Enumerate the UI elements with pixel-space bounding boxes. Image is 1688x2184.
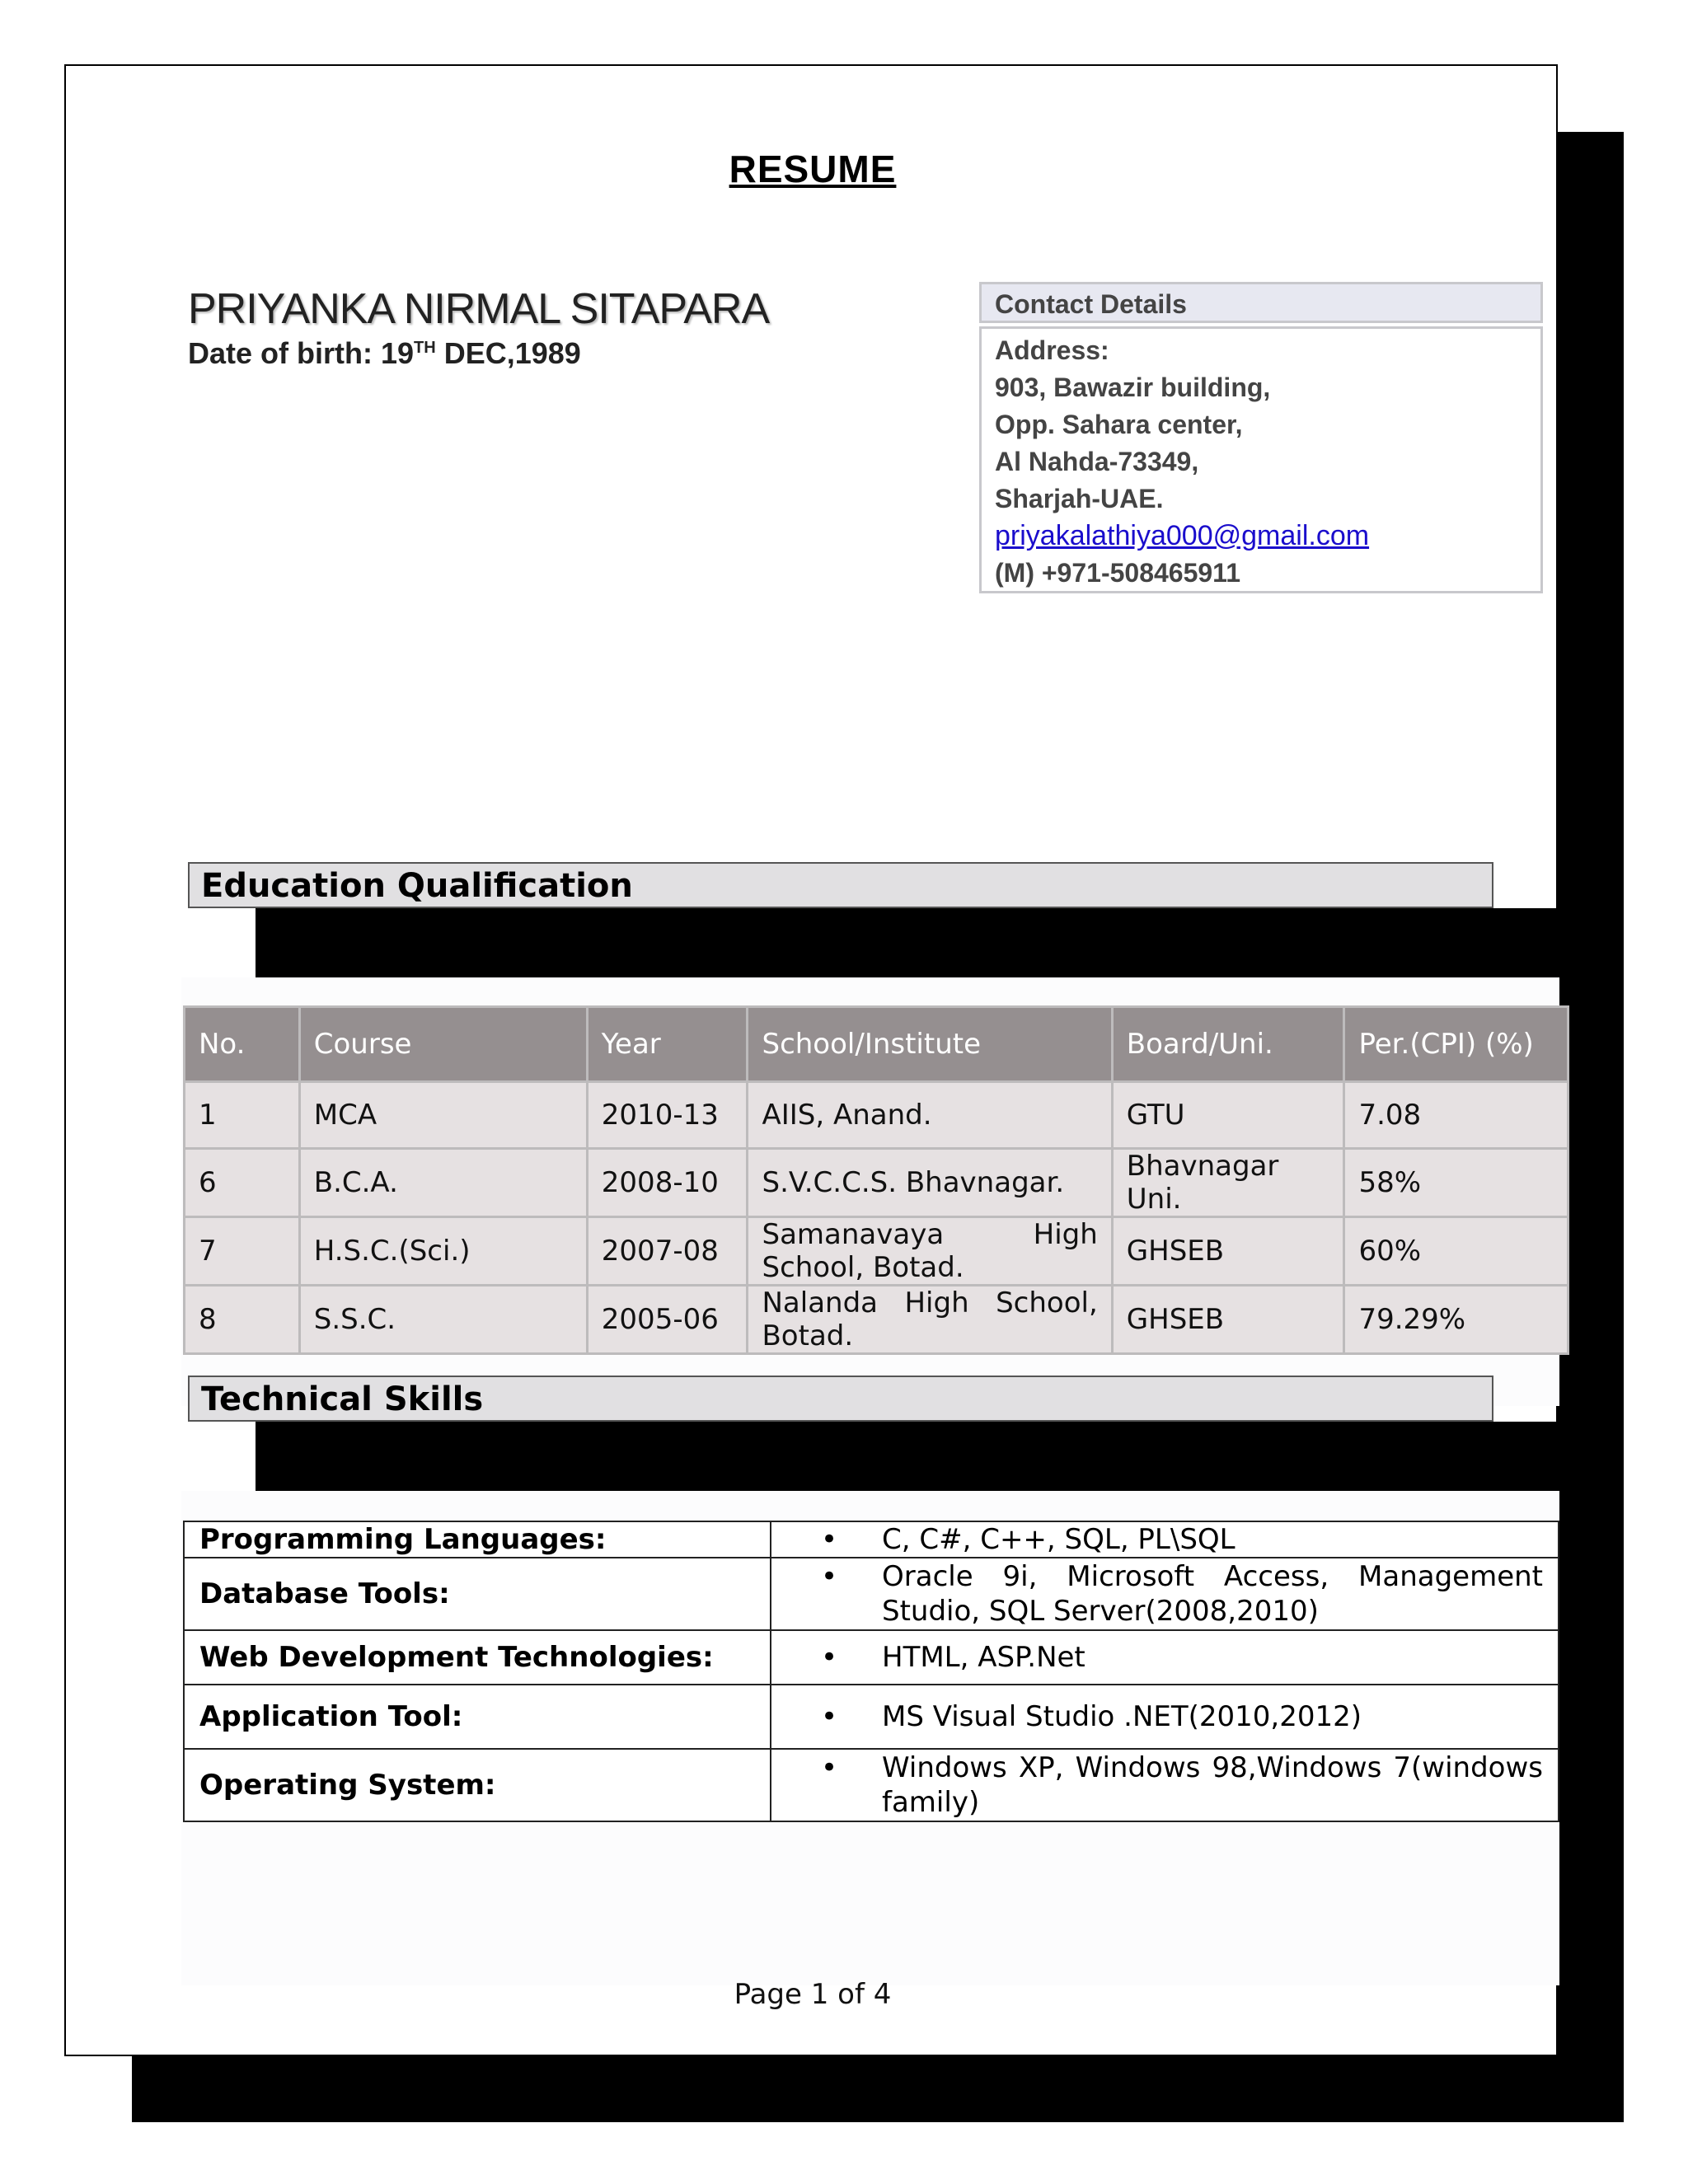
column-header: No. [185,1007,300,1082]
skill-label: Database Tools: [184,1558,771,1630]
table-cell: 7 [185,1217,300,1286]
table-row [185,1286,1568,1354]
table-row [185,1082,1568,1149]
table-cell: AIIS, Anand. [748,1082,1112,1149]
table-header-row [185,1007,1568,1082]
skill-value-cell [771,1749,1559,1821]
column-header: Per.(CPI) (%) [1344,1007,1568,1082]
skill-value-cell [771,1630,1559,1685]
contact-details-heading: Contact Details [979,282,1543,323]
table-cell: GHSEB [1112,1217,1344,1286]
table-cell: 60% [1344,1217,1568,1286]
table-cell: 79.29% [1344,1286,1568,1354]
document-title: RESUME [729,148,897,190]
dob-rest: DEC,1989 [435,336,581,370]
table-cell: H.S.C.(Sci.) [299,1217,587,1286]
candidate-name: PRIYANKA NIRMAL SITAPARA [188,285,770,333]
table-cell: Samanavaya High School, Botad. [748,1217,1112,1286]
table-cell: 2008-10 [587,1149,748,1217]
address-label: Address: [995,335,1109,365]
skill-value: • MS Visual Studio .NET(2010,2012) [821,1699,1543,1734]
table-cell: GTU [1112,1082,1344,1149]
skill-value-cell [771,1521,1559,1558]
table-row [184,1749,1559,1821]
skill-value-cell [771,1685,1559,1749]
technical-skills-heading: Technical Skills [188,1376,1493,1422]
table-cell: 2005-06 [587,1286,748,1354]
email-link[interactable]: priyakalathiya000@gmail.com [995,520,1370,551]
date-of-birth [188,336,581,371]
table-cell: 6 [185,1149,300,1217]
contact-details-box [979,326,1543,593]
table-row [184,1521,1559,1558]
education-heading-shadow [256,908,1559,977]
resume-page [64,64,1558,2056]
address-line: 903, Bawazir building, [995,373,1271,402]
table-cell: Bhavnagar Uni. [1112,1149,1344,1217]
table-cell: 2007-08 [587,1217,748,1286]
table-cell: 58% [1344,1149,1568,1217]
education-table [183,1005,1569,1355]
table-row [184,1685,1559,1749]
skill-value: • HTML, ASP.Net [821,1640,1543,1675]
table-row [185,1217,1568,1286]
skill-value: • Oracle 9i, Microsoft Access, Management Studio, SQL Server(2008,2010) [821,1559,1543,1629]
table-cell: S.S.C. [299,1286,587,1354]
address-line: Opp. Sahara center, [995,410,1243,439]
column-header: Course [299,1007,587,1082]
table-cell: Nalanda High School, Botad. [748,1286,1112,1354]
table-cell: 7.08 [1344,1082,1568,1149]
phone-number: (M) +971-508465911 [995,558,1240,588]
table-row [184,1558,1559,1630]
table-cell: 2010-13 [587,1082,748,1149]
skill-label: Web Development Technologies: [184,1630,771,1685]
education-heading: Education Qualification [188,862,1493,908]
table-cell: B.C.A. [299,1149,587,1217]
skill-value: • C, C#, C++, SQL, PL\SQL [821,1522,1543,1557]
dob-label: Date of birth: 19 [188,336,415,370]
skill-value: • Windows XP, Windows 98,Windows 7(windows family) [821,1750,1543,1820]
skill-label: Operating System: [184,1749,771,1821]
table-row [184,1630,1559,1685]
table-cell: MCA [299,1082,587,1149]
table-cell: 8 [185,1286,300,1354]
table-cell: S.V.C.C.S. Bhavnagar. [748,1149,1112,1217]
skill-label: Application Tool: [184,1685,771,1749]
address-line: Al Nahda-73349, [995,447,1199,476]
table-cell: 1 [185,1082,300,1149]
page-number: Page 1 of 4 [734,1978,892,2011]
table-cell: GHSEB [1112,1286,1344,1354]
column-header: School/Institute [748,1007,1112,1082]
column-header: Board/Uni. [1112,1007,1344,1082]
dob-superscript: TH [414,339,436,357]
column-header: Year [587,1007,748,1082]
technical-skills-heading-shadow [256,1422,1559,1491]
skill-value-cell [771,1558,1559,1630]
table-row [185,1149,1568,1217]
address-line: Sharjah-UAE. [995,484,1164,513]
skill-label: Programming Languages: [184,1521,771,1558]
technical-skills-table [183,1521,1559,1822]
